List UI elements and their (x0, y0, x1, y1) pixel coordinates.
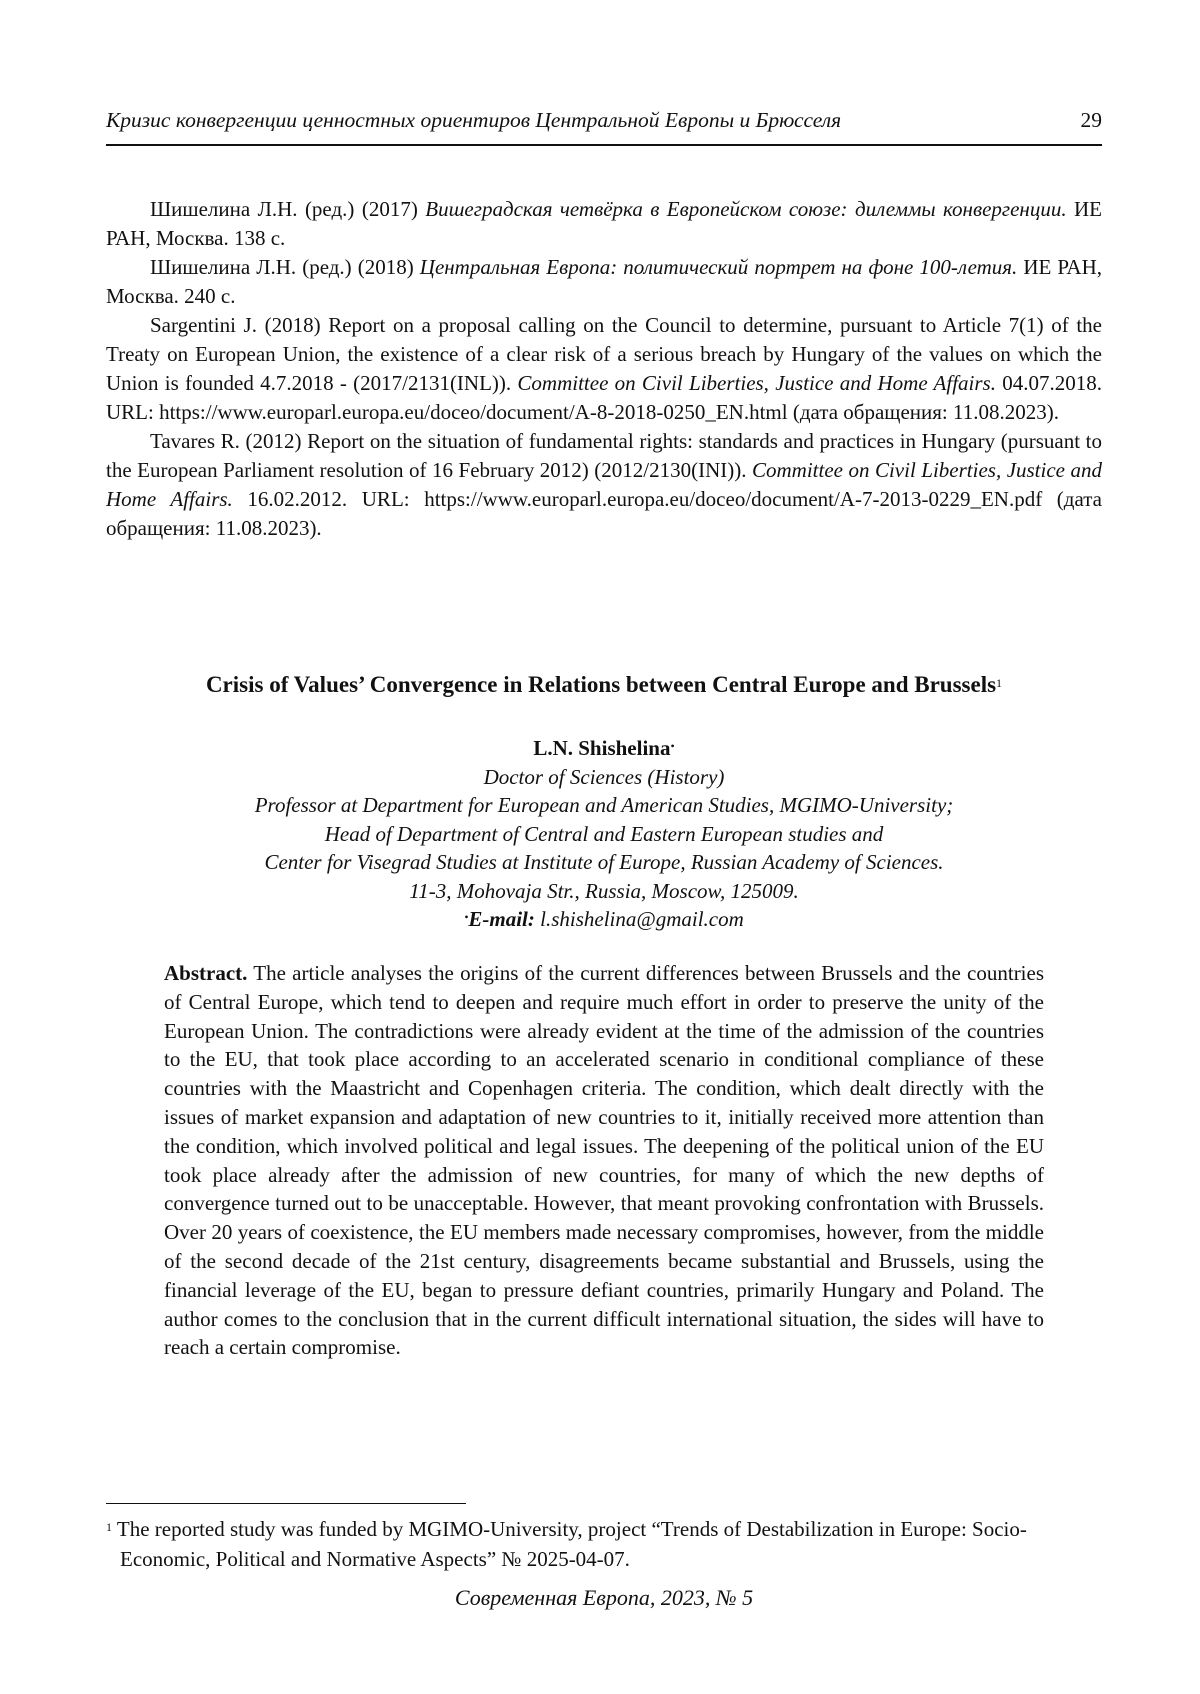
reference-item: Tavares R. (2012) Report on the situation of fundamental rights: standards and practices in Hungary (pursuant to the European Parliament resolution of 16 February 2012) (2012/2130(INI)). Committee on Civil Liberties, Justice and Home Affairs. 16.02.2012. URL: https://www.europarl.europa.eu/doceo/document/A-7-2013-0229_EN.pdf (дата обращения: 11.08.2023). (106, 429, 1103, 540)
title-footnote-mark: 1 (996, 676, 1003, 690)
running-header (106, 108, 1102, 146)
author-address: 11-3, Mohovaja Str., Russia, Moscow, 125009. (409, 878, 799, 903)
author-head-of: Head of Department of Central and Eastern European studies and (324, 821, 884, 846)
article-title: Crisis of Values’ Convergence in Relations between Central Europe and Brussels$^1$ (205, 672, 1003, 697)
reference-item: Sargentini J. (2018) Report on a proposal calling on the Council to determine, pursuant to Article 7(1) of the Treaty on European Union, the existence of a clear risk of a serious breach by Hungary of the values on which the Union is founded 4.7.2018 - (2017/2131(INL)). Committee on Civil Liberties, Justice and Home Affairs. 04.07.2018. URL: https://www.europarl.europa.eu/doceo/document/A-8-2018-0250_EN.html (дата обращения: 11.08.2023). (106, 313, 1102, 424)
journal-footer: Современная Европа, 2023, № 5 (454, 1585, 754, 1610)
reference-list (106, 195, 1102, 543)
footnote-divider (106, 1503, 466, 1504)
running-title: Кризис конвергенции ценностных ориентиров Центральной Европы и Брюсселя (106, 108, 842, 132)
author-block (106, 734, 1102, 934)
email-label: E-mail: (468, 907, 535, 931)
footnote-text: The reported study was funded by MGIMO-University, project “Trends of Destabilization in Europe: Socio-Economic, Political and Normative Aspects” № 2025-04-07. (116, 1517, 1027, 1571)
footnote-mark: 1 (106, 1520, 112, 1534)
author-position: Professor at Department for European and American Studies, MGIMO-University; (254, 793, 954, 817)
author-name: L.N. Shishelina• (533, 736, 675, 760)
reference-item: Шишелина Л.Н. (ред.) (2017) Вишеградская четвёрка в Европейском союзе: дилеммы конвергенции. ИЕ РАН, Москва. 138 с. (106, 197, 1102, 250)
author-center: Center for Visegrad Studies at Institute of Europe, Russian Academy of Sciences. (264, 850, 944, 874)
abstract (164, 959, 1044, 1362)
abstract-label: Abstract. (164, 961, 248, 985)
page-number: 29 (1080, 108, 1102, 132)
footnote (106, 1514, 1102, 1574)
journal-page (106, 0, 1102, 1694)
author-email-line: •E-mail: l.shishelina@gmail.com (464, 907, 744, 931)
author-email: l.shishelina@gmail.com (540, 907, 744, 931)
abstract-text: The article analyses the origins of the current differences between Brussels and the countries of Central Europe, which tend to deepen and require much effort in order to preserve the unity of the European Union. The contradictions were already evident at the time of the admission of the countries to the EU, that took place according to an accelerated scenario in conditional compliance of these countries with the Maastricht and Copenhagen criteria. The condition, which dealt directly with the issues of market expansion and adaptation of new countries to it, initially received more attention than the condition, which involved political and legal issues. The deepening of the political union of the EU took place already after the admission of new countries, for many of which the new depths of convergence turned out to be unacceptable. However, that meant provoking confrontation with Brussels. Over 20 years of coexistence, the EU members made necessary compromises, however, from the middle of the second decade of the 21st century, disagreements became substantial and Brussels, using the financial leverage of the EU, began to pressure defiant countries, primarily Hungary and Poland. The author comes to the conclusion that in the current difficult international situation, the sides will have to reach a certain compromise. (164, 961, 1045, 1360)
author-degree: Doctor of Sciences (History) (483, 764, 725, 789)
reference-item: Шишелина Л.Н. (ред.) (2018) Центральная Европа: политический портрет на фоне 100-летия. ИЕ РАН, Москва. 240 с. (106, 255, 1102, 308)
